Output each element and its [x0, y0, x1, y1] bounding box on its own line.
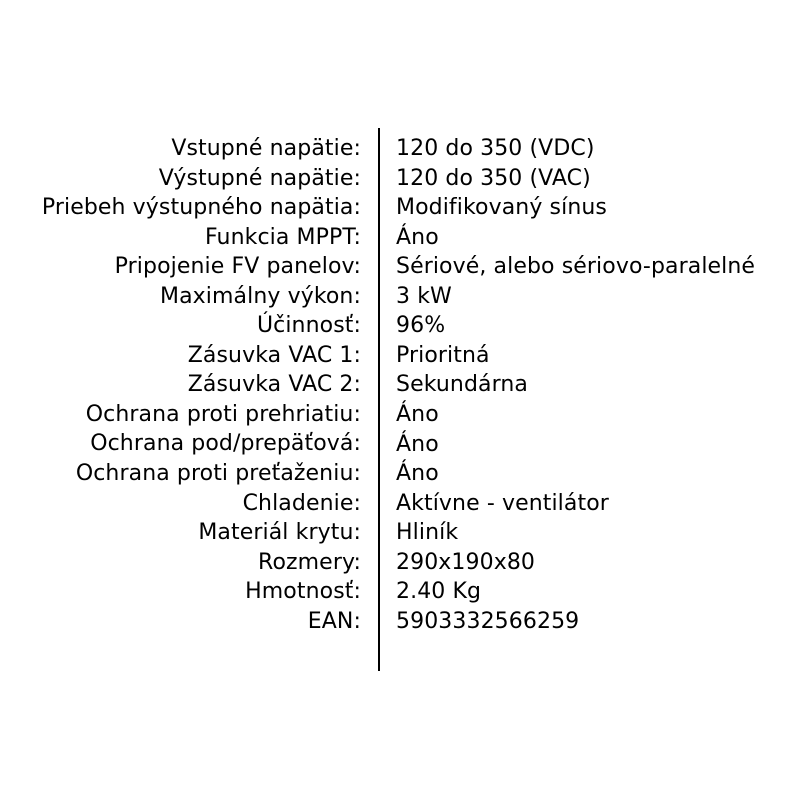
spec-value: Sériové, alebo sériovo-paralelné: [396, 254, 756, 279]
spec-label: Ochrana proti preťaženiu:: [75, 461, 361, 486]
spec-label: EAN:: [307, 608, 361, 634]
spec-row-efficiency: [0, 311, 800, 341]
spec-label: Zásuvka VAC 1:: [187, 342, 361, 368]
spec-label: Priebeh výstupného napätia:: [41, 195, 361, 220]
spec-row-voltage-protection: [0, 429, 800, 459]
spec-value: Aktívne - ventilátor: [396, 490, 609, 516]
spec-value: Áno: [396, 461, 439, 486]
spec-label: Účinnosť:: [256, 313, 361, 338]
spec-label: Rozmery:: [258, 549, 361, 575]
spec-value: 290x190x80: [396, 549, 536, 575]
spec-row-overheat-protection: [0, 400, 800, 430]
spec-value: Áno: [396, 224, 439, 250]
spec-value: Áno: [396, 401, 439, 427]
spec-label: Vstupné napätie:: [171, 136, 361, 161]
spec-label: Výstupné napätie:: [158, 165, 361, 191]
spec-row-output-voltage: [0, 164, 800, 194]
spec-label: Hmotnosť:: [245, 579, 361, 604]
spec-label: Pripojenie FV panelov:: [114, 254, 361, 279]
spec-label: Zásuvka VAC 2:: [187, 372, 361, 397]
spec-value: Modifikovaný sínus: [396, 195, 607, 220]
spec-row-dimensions: [0, 548, 800, 578]
spec-value: Prioritná: [396, 342, 490, 368]
spec-label: Materiál krytu:: [198, 520, 361, 545]
spec-label: Ochrana pod/prepäťová:: [90, 431, 361, 456]
spec-value: 96%: [396, 313, 446, 338]
spec-label: Chladenie:: [242, 490, 361, 516]
spec-row-weight: [0, 577, 800, 607]
spec-label: Funkcia MPPT:: [204, 224, 361, 250]
spec-value: Áno: [396, 431, 439, 457]
spec-row-socket-2: [0, 370, 800, 400]
spec-table: [0, 134, 800, 636]
spec-value: Sekundárna: [396, 372, 528, 397]
spec-value: 120 do 350 (VAC): [396, 165, 591, 191]
spec-row-ean: [0, 607, 800, 637]
spec-row-socket-1: [0, 341, 800, 371]
spec-value: 3 kW: [396, 283, 452, 309]
spec-value: 120 do 350 (VDC): [396, 136, 595, 161]
spec-row-input-voltage: [0, 134, 800, 164]
spec-row-max-power: [0, 282, 800, 312]
spec-row-cooling: [0, 489, 800, 519]
spec-row-pv-connection: [0, 252, 800, 282]
spec-label: Ochrana proti prehriatiu:: [85, 401, 361, 427]
spec-value: Hliník: [396, 520, 459, 545]
spec-label: Maximálny výkon:: [160, 283, 361, 309]
spec-value: 5903332566259: [396, 608, 580, 634]
spec-row-mppt: [0, 223, 800, 253]
spec-value: 2.40 Kg: [396, 579, 482, 604]
spec-row-overload-protection: [0, 459, 800, 489]
spec-row-output-waveform: [0, 193, 800, 223]
spec-row-case-material: [0, 518, 800, 548]
